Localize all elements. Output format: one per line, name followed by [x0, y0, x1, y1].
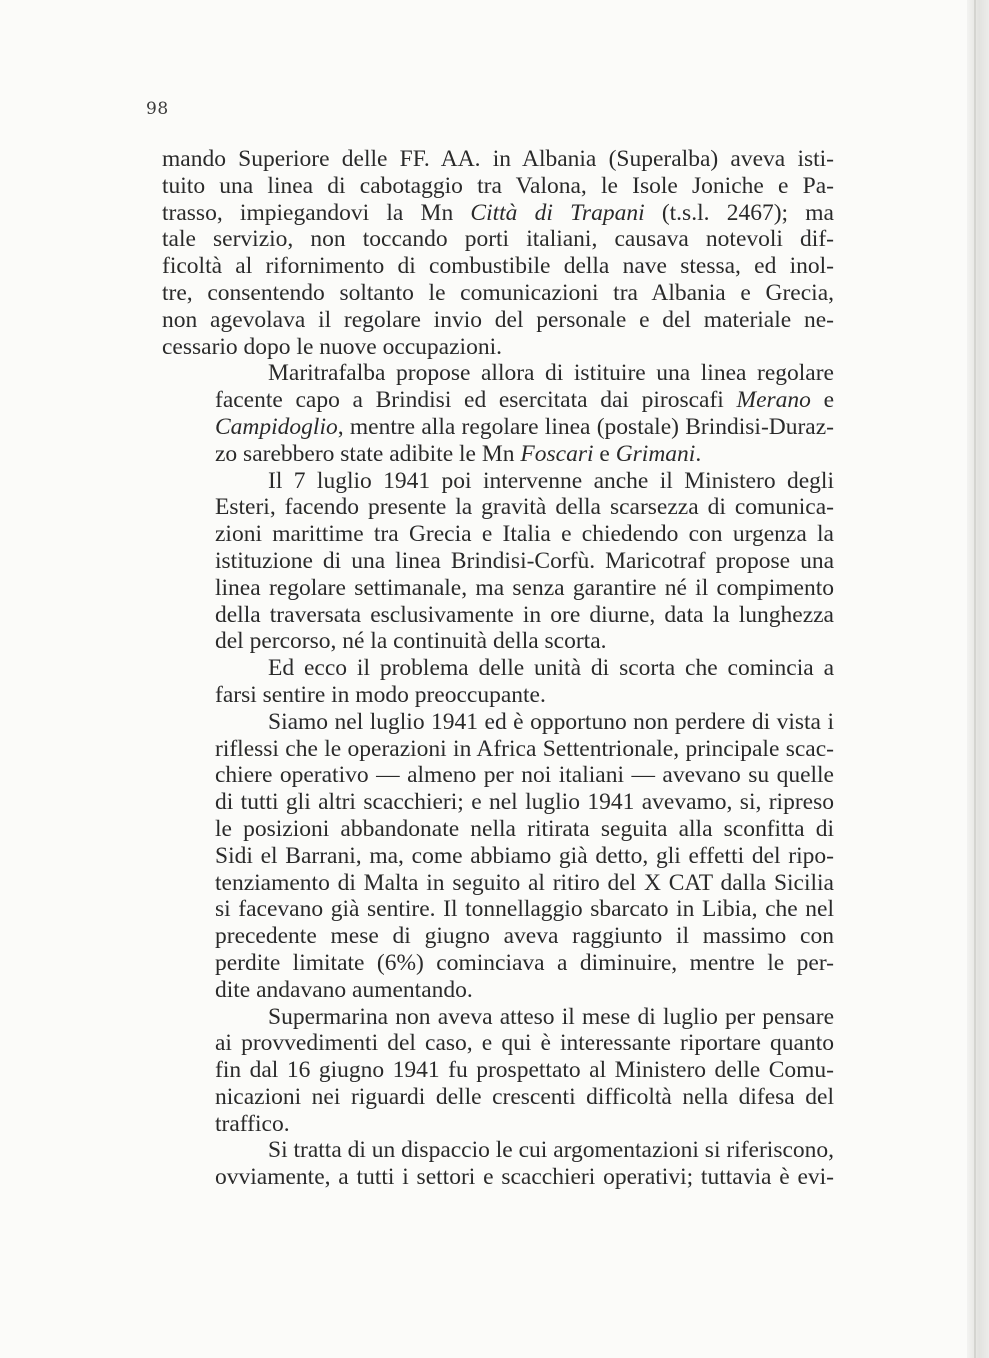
text-line: tenziamento di Malta in seguito al ritiro del X CAT dalla Sicilia [215, 869, 834, 896]
text-line: riflessi che le operazioni in Africa Settentrionale, principale scac- [215, 735, 834, 762]
text-line: mando Superiore delle FF. AA. in Albania (Superalba) aveva isti- [162, 146, 834, 172]
text-line: precedente mese di giugno aveva raggiunto il massimo con [215, 923, 834, 950]
paragraph-5 [162, 709, 834, 1004]
text-line: tale servizio, non toccando porti italiani, causava notevoli dif- [162, 226, 834, 253]
text-line: facente capo a Brindisi ed esercitata dai piroscafi Merano e [215, 387, 835, 414]
text-line: ficoltà al rifornimento di combustibile della nave stessa, ed inol- [162, 253, 834, 280]
text-line: Si tratta di un dispaccio le cui argomentazioni si riferiscono, [268, 1137, 835, 1164]
text-line: tre, consentendo soltanto le comunicazioni tra Albania e Grecia, [162, 279, 834, 306]
text-line: Maritrafalba propose allora di istituire una linea regolare [268, 360, 834, 387]
text-line: Il 7 luglio 1941 poi intervenne anche il Ministero degli [268, 467, 834, 494]
text-line: trasso, impiegandovi la Mn Città di Trapani (t.s.l. 2467); ma [162, 199, 834, 226]
text-line: Esteri, facendo presente la gravità della scarsezza di comunica- [215, 494, 834, 521]
text-line: fin dal 16 giugno 1941 fu prospettato al Ministero delle Comu- [215, 1057, 834, 1084]
text-line: le posizioni abbandonate nella ritirata seguita alla sconfitta di [215, 815, 834, 842]
text-line: istituzione di una linea Brindisi-Corfù. Maricotraf propose una [215, 547, 834, 574]
text-line: linea regolare settimanale, ma senza garantire né il compimento [215, 574, 834, 601]
text-line: zioni marittime tra Grecia e Italia e chiedendo con urgenza la [215, 521, 834, 548]
paragraph-6 [162, 1004, 834, 1138]
text-line: cessario dopo le nuove occupazioni. [162, 333, 502, 360]
text-line: Sidi el Barrani, ma, come abbiamo già detto, gli effetti del ripo- [215, 842, 834, 869]
text-line: chiere operativo — almeno per noi italiani — avevano su quelle [215, 762, 834, 789]
paragraph-4 [162, 655, 834, 709]
page-number: 98 [146, 99, 169, 119]
text-line: ovviamente, a tutti i settori e scacchieri operativi; tuttavia è evi- [215, 1164, 834, 1191]
text-line: di tutti gli altri scacchieri; e nel luglio 1941 avevamo, si, ripreso [215, 789, 834, 816]
text-line: farsi sentire in modo preoccupante. [215, 681, 546, 708]
paragraph-3 [162, 468, 834, 656]
paragraph-7 [162, 1137, 834, 1191]
page-edge-shadow [967, 0, 989, 1358]
text-line: Siamo nel luglio 1941 ed è opportuno non perdere di vista i [268, 708, 834, 735]
text-line: Ed ecco il problema delle unità di scorta che comincia a [268, 655, 834, 682]
text-line: zo sarebbero state adibite le Mn Foscari e Grimani. [215, 440, 702, 467]
text-line: tuito una linea di cabotaggio tra Valona, le Isole Joniche e Pa- [162, 172, 834, 199]
paragraph-2 [162, 360, 834, 467]
text-line: non agevolava il regolare invio del personale e del materiale ne- [162, 306, 834, 333]
text-line: nicazioni nei riguardi delle crescenti difficoltà nella difesa del [215, 1083, 834, 1110]
paragraph-1 [162, 146, 834, 360]
text-line: si facevano già sentire. Il tonnellaggio sbarcato in Libia, che nel [215, 896, 834, 923]
text-line: perdite limitate (6%) cominciava a diminuire, mentre le per- [215, 949, 834, 976]
text-line: della traversata esclusivamente in ore diurne, data la lunghezza [215, 601, 834, 628]
text-line: del percorso, né la continuità della scorta. [215, 628, 607, 655]
text-line: ai provvedimenti del caso, e qui è interessante riportare quanto [215, 1030, 834, 1057]
text-line: dite andavano aumentando. [215, 976, 473, 1003]
text-line: Campidoglio, mentre alla regolare linea (postale) Brindisi-Duraz- [215, 413, 834, 440]
text-line: traffico. [215, 1110, 290, 1137]
text-line: Supermarina non aveva atteso il mese di luglio per pensare [268, 1003, 834, 1030]
text-body [162, 146, 834, 1191]
